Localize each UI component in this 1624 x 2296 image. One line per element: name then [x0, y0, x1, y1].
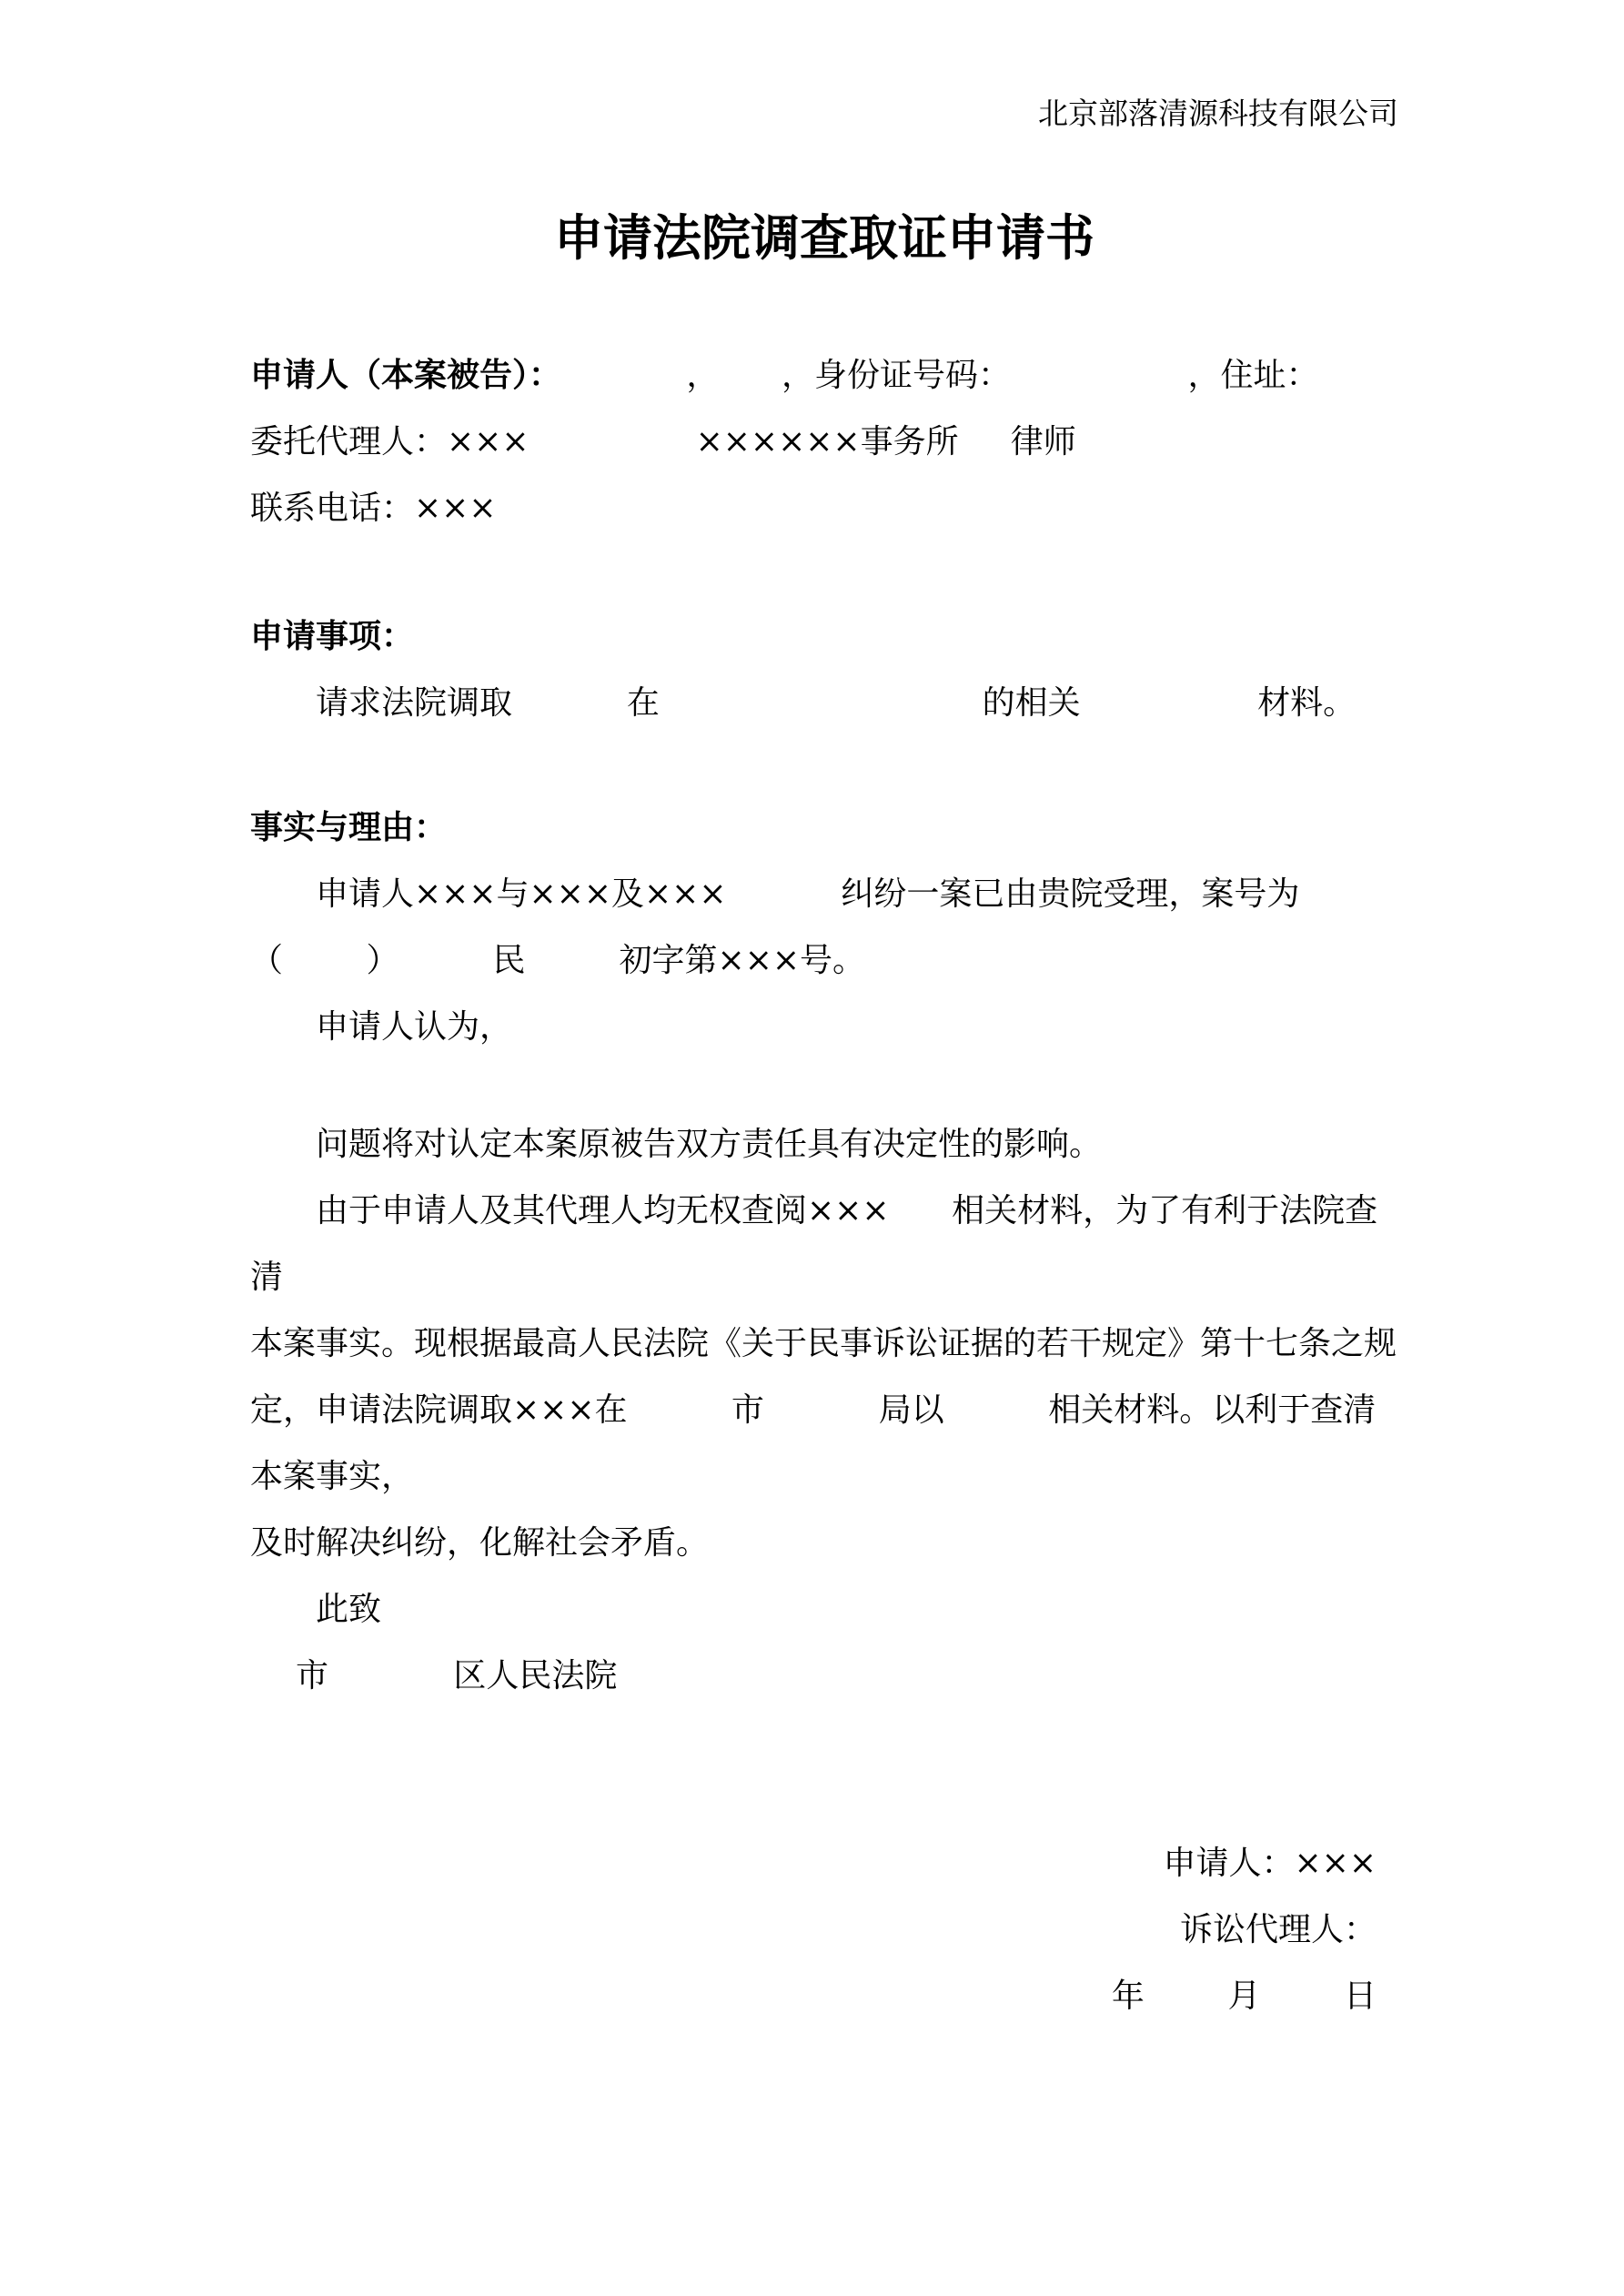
facts-paragraph-line-4: 及时解决纠纷，化解社会矛盾。 [250, 1524, 710, 1562]
company-name: 北京部落清源科技有限公司 [1038, 96, 1398, 131]
facts-paragraph-line-2: 本案事实。现根据最高人民法院《关于民事诉讼证据的若干规定》第十七条之规 [250, 1325, 1397, 1362]
signature-block [250, 1830, 1377, 2029]
facts-line-opinion: 申请人认为， [316, 1008, 513, 1046]
facts-line-impact: 问题将对认定本案原被告双方责任具有决定性的影响。 [316, 1126, 1103, 1163]
phone-line: 联系电话：××× [250, 490, 497, 527]
facts-paragraph-line-3: 定，申请法院调取×××在 市 局以 相关材料。以利于查清本案事实， [250, 1391, 1377, 1495]
attorney-line: 委托代理人：××× ××××××事务所 律师 [250, 423, 1076, 460]
facts-paragraph-line-1: 由于申请人及其代理人均无权查阅××× 相关材料，为了有利于法院查清 [250, 1192, 1378, 1296]
signature-agent: 诉讼代理人： [1179, 1911, 1377, 1948]
document-title: 申请法院调查取证申请书 [554, 208, 1094, 267]
salutation-line: 此致 [316, 1591, 382, 1628]
applicant-blanks: ， ，身份证号码： ，住址： [561, 357, 1319, 394]
matters-body: 请求法院调取 在 的相关 材料。 [316, 684, 1357, 722]
court-name-line: 市 区人民法院 [296, 1657, 618, 1694]
applicant-line [250, 342, 1398, 409]
facts-line-case: 申请人×××与×××及××× 纠纷一案已由贵院受理，案号为 [316, 875, 1300, 913]
signature-applicant: 申请人：××× [1163, 1845, 1377, 1882]
facts-line-case-number: （ ） 民 初字第×××号。 [250, 942, 866, 979]
matters-heading: 申请事项： [250, 617, 415, 655]
facts-heading: 事实与理由： [250, 808, 448, 846]
signature-date: 年 月 日 [1111, 1977, 1377, 2015]
applicant-label: 申请人（本案被告）： [250, 356, 562, 394]
